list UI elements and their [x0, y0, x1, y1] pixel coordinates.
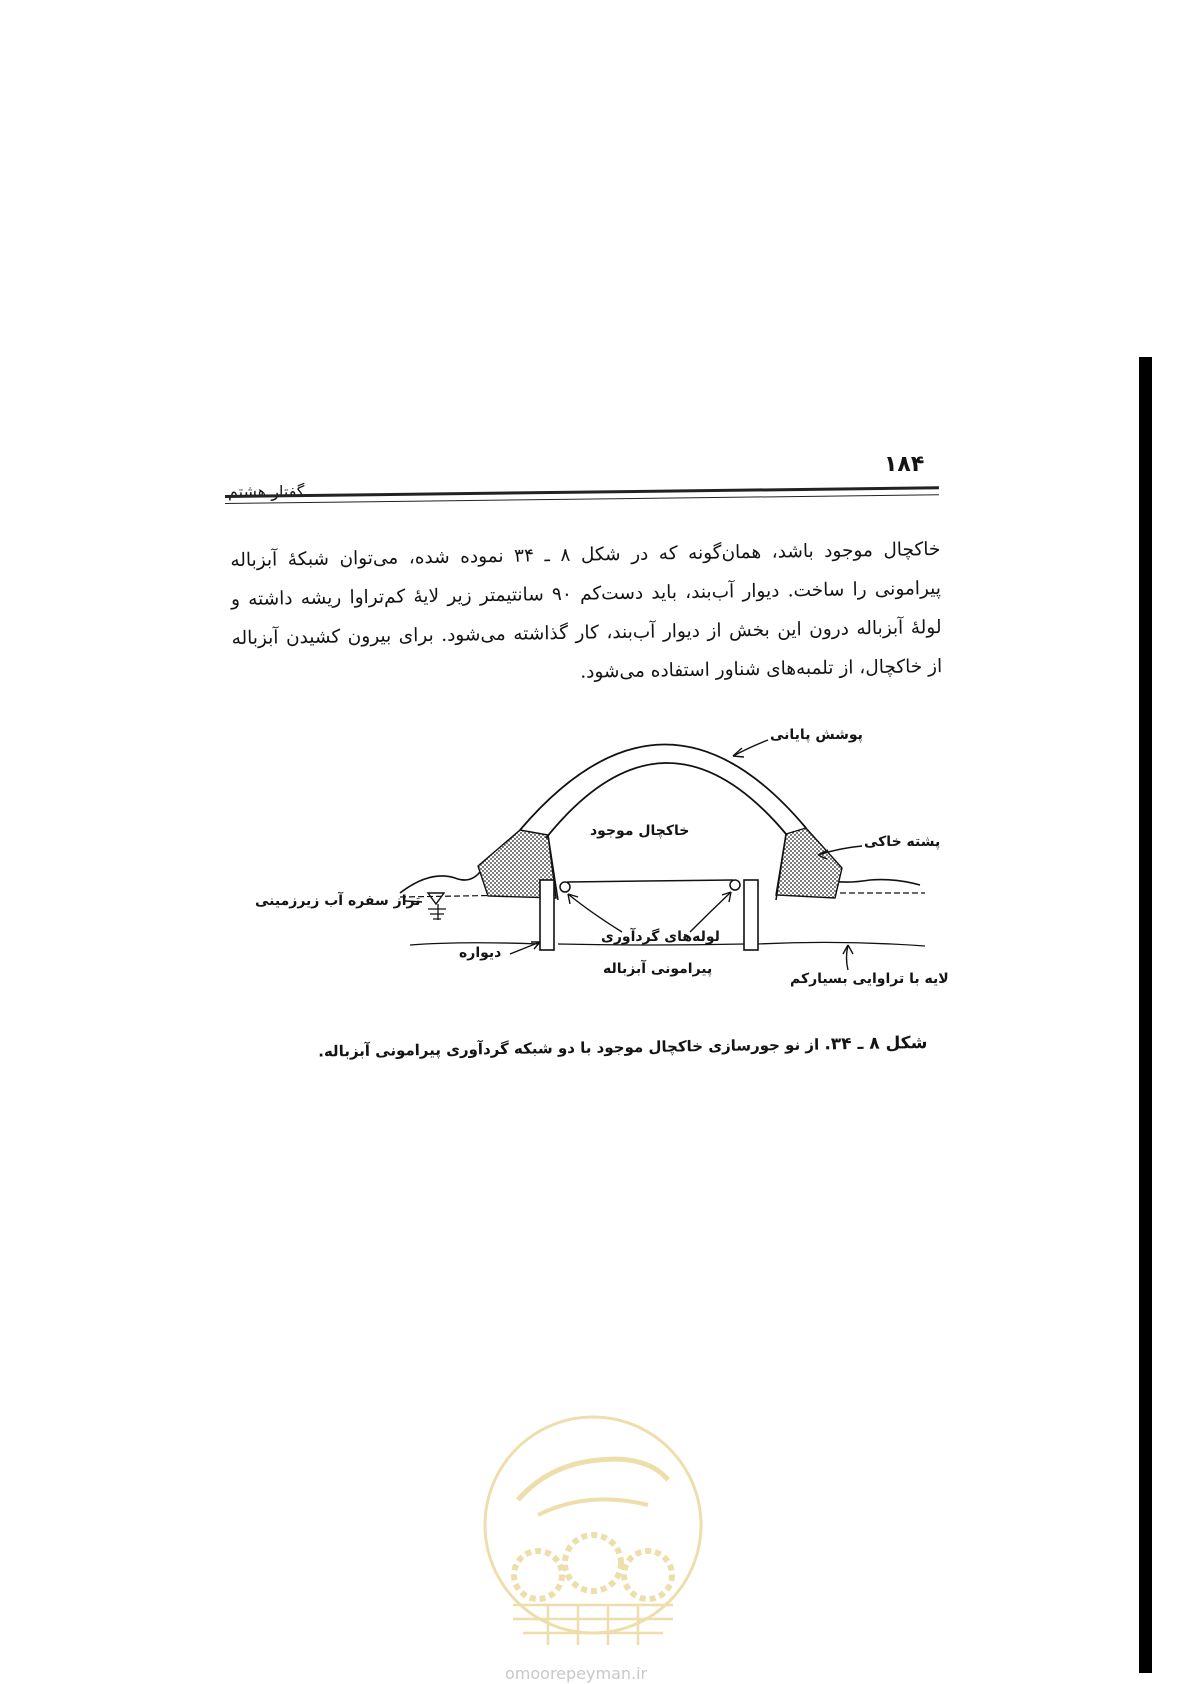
leader-pipe-right — [690, 892, 731, 932]
pipe-left — [560, 882, 570, 892]
collection-line — [567, 880, 733, 882]
leader-low-permeability — [847, 945, 849, 970]
label-existing-landfill: خاکچال موجود — [590, 823, 690, 839]
label-soil-berm: پشته خاکی — [864, 834, 941, 850]
body-line: از خاکچال، از تلمبه‌های شناور استفاده می‌شود. — [580, 655, 943, 683]
label-collection-pipes-2: پیرامونی آبزباله — [603, 961, 713, 977]
watermark-site-text: omoorepeyman.ir — [505, 1664, 648, 1683]
body-line: لولهٔ آبزباله درون این بخش از دیوار آب‌بند، کار گذاشته می‌شود. برای بیرون کشیدن آبزباله — [231, 616, 942, 650]
label-groundwater-level: تراز سفره آب زیرزمینی — [255, 893, 421, 909]
label-low-permeability-layer: لایه با تراوایی بسیارکم — [790, 971, 949, 987]
caption-number: شکل ۸ ـ ۳۴. — [824, 1033, 928, 1055]
page-number: ۱۸۴ — [884, 452, 925, 477]
arrow-low-permeability — [843, 945, 853, 954]
chapter-title: گفتار هشتم — [228, 482, 305, 501]
watermark-logo — [478, 1405, 708, 1665]
water-table-symbol — [428, 893, 444, 904]
leader-final-cover — [733, 740, 768, 756]
body-line: پیرامونی را ساخت. دیوار آب‌بند، باید دست‌کم ۹۰ سانتیمتر زیر لایهٔ کم‌تراوا ریشه داشته و — [230, 577, 942, 611]
label-final-cover: پوشش پایانی — [770, 727, 863, 743]
body-line: خاکچال موجود باشد، همان‌گونه که در شکل ۸ ـ ۳۴ نموده شده، می‌توان شبکهٔ آبزباله — [230, 538, 941, 572]
water-table-ticks — [428, 909, 446, 919]
caption-text: از نو جورسازی خاکچال موجود با دو شبکه گردآوری پیرامونی آبزباله. — [318, 1035, 820, 1061]
label-collection-pipes-1: لوله‌های گردآوری — [601, 929, 720, 945]
pipe-right — [730, 880, 740, 890]
wall-right — [744, 880, 758, 950]
label-wall: دیواره — [459, 945, 502, 961]
leader-pipe-left — [568, 894, 622, 932]
wall-left — [540, 880, 554, 950]
